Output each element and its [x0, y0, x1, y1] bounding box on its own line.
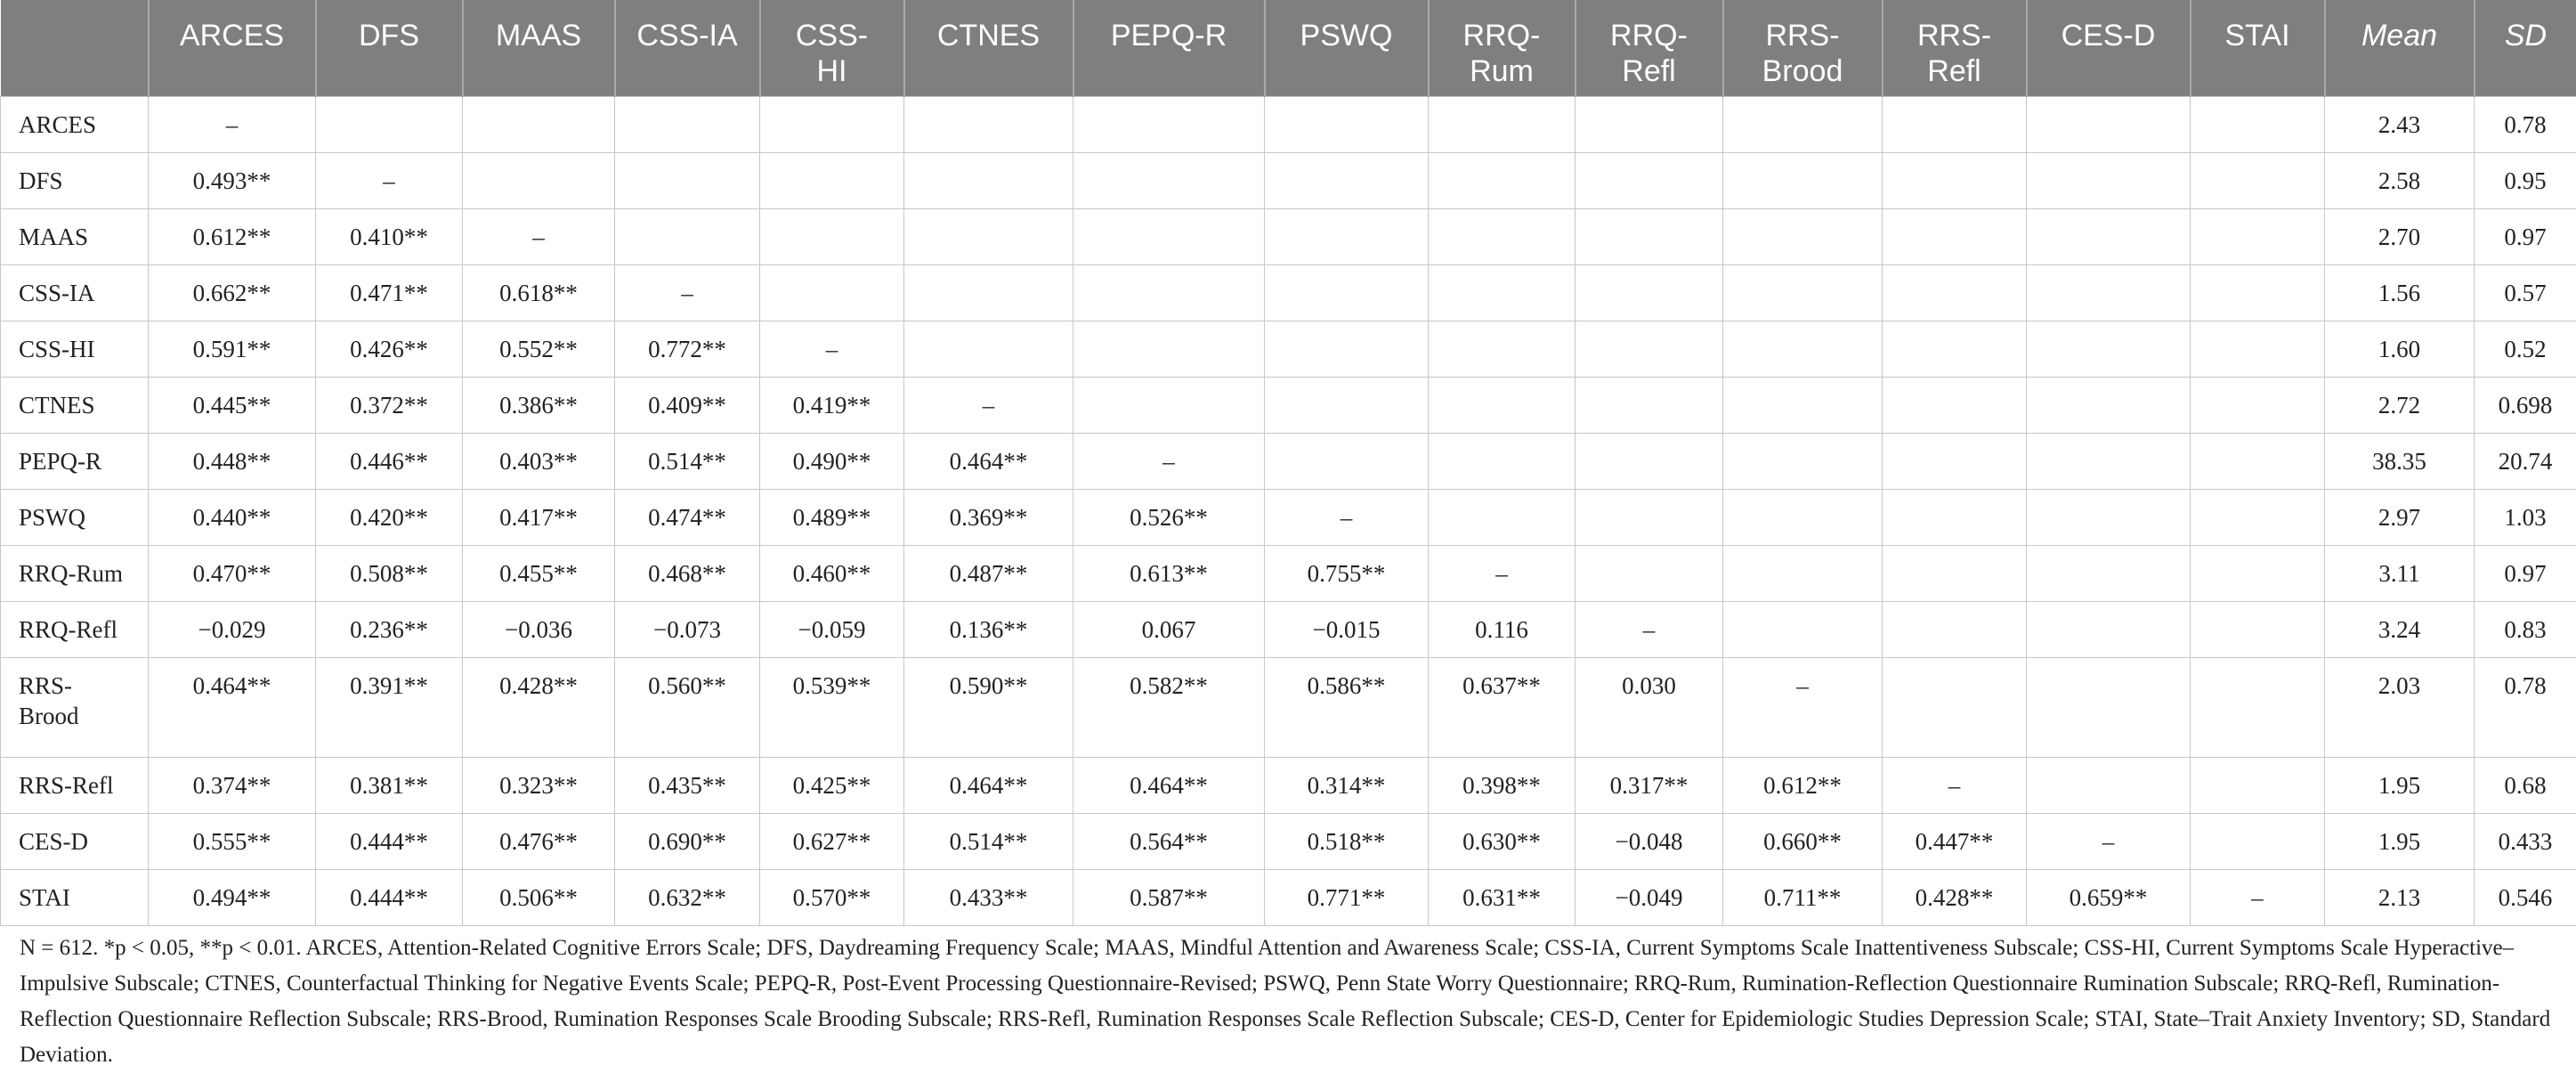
correlation-cell: −0.015 — [1265, 602, 1429, 658]
column-header-ctnes: CTNES — [904, 0, 1073, 97]
correlation-cell — [2191, 434, 2325, 490]
table-row-ctnes — [1, 378, 2576, 434]
correlation-cell — [1883, 209, 2027, 265]
correlation-cell — [1883, 97, 2027, 153]
correlation-cell: 0.612** — [1723, 758, 1883, 814]
correlation-cell: 0.067 — [1073, 602, 1265, 658]
column-header-stai: STAI — [2191, 0, 2325, 97]
table-row-maas — [1, 209, 2576, 265]
correlation-cell — [2191, 97, 2325, 153]
correlation-cell: −0.073 — [615, 602, 760, 658]
correlation-cell — [1883, 265, 2027, 321]
correlation-cell: 0.514** — [904, 814, 1073, 870]
correlation-cell: 0.420** — [316, 490, 463, 546]
row-label: MAAS — [1, 209, 149, 265]
correlation-cell: 0.493** — [149, 153, 316, 209]
correlation-cell — [1265, 97, 1429, 153]
correlation-cell — [1073, 378, 1265, 434]
correlation-cell — [1265, 378, 1429, 434]
sd-cell: 0.97 — [2475, 209, 2576, 265]
row-label: CSS-IA — [1, 265, 149, 321]
column-header-rrs-refl: RRS- Refl — [1883, 0, 2027, 97]
row-label: PEPQ-R — [1, 434, 149, 490]
correlation-cell — [2027, 602, 2191, 658]
correlation-cell — [2027, 758, 2191, 814]
correlation-cell: 0.618** — [463, 265, 615, 321]
correlation-cell — [1576, 546, 1723, 602]
sd-cell: 0.68 — [2475, 758, 2576, 814]
correlation-cell — [2027, 490, 2191, 546]
table-row-pepq-r — [1, 434, 2576, 490]
correlation-cell — [2027, 209, 2191, 265]
mean-cell: 2.03 — [2325, 658, 2475, 758]
correlation-cell — [2027, 97, 2191, 153]
correlation-cell: 0.632** — [615, 870, 760, 926]
correlation-cell: 0.555** — [149, 814, 316, 870]
correlation-cell: 0.464** — [1073, 758, 1265, 814]
correlation-cell — [2191, 321, 2325, 378]
sd-cell: 20.74 — [2475, 434, 2576, 490]
correlation-cell — [2027, 265, 2191, 321]
table-row-pswq — [1, 490, 2576, 546]
correlation-cell: 0.428** — [463, 658, 615, 758]
correlation-cell: 0.582** — [1073, 658, 1265, 758]
row-label: CSS-HI — [1, 321, 149, 378]
correlation-cell — [1429, 434, 1576, 490]
correlation-cell — [2027, 378, 2191, 434]
correlation-cell — [904, 321, 1073, 378]
mean-cell: 1.56 — [2325, 265, 2475, 321]
correlation-cell — [2027, 321, 2191, 378]
correlation-cell: 0.490** — [760, 434, 904, 490]
correlation-cell: 0.410** — [316, 209, 463, 265]
correlation-cell — [760, 153, 904, 209]
correlation-cell: 0.464** — [904, 758, 1073, 814]
correlation-cell — [760, 209, 904, 265]
correlation-cell — [2191, 209, 2325, 265]
sd-cell: 0.433 — [2475, 814, 2576, 870]
correlation-cell: 0.612** — [149, 209, 316, 265]
row-label: CES-D — [1, 814, 149, 870]
correlation-cell — [1723, 602, 1883, 658]
correlation-cell — [1429, 153, 1576, 209]
correlation-cell: 0.445** — [149, 378, 316, 434]
correlation-cell: 0.460** — [760, 546, 904, 602]
table-row-dfs — [1, 153, 2576, 209]
correlation-cell — [1073, 265, 1265, 321]
correlation-cell — [904, 97, 1073, 153]
sd-cell: 0.97 — [2475, 546, 2576, 602]
correlation-cell — [1723, 209, 1883, 265]
correlation-cell: 0.587** — [1073, 870, 1265, 926]
correlation-cell — [316, 97, 463, 153]
column-header-css-hi: CSS- HI — [760, 0, 904, 97]
sd-cell: 0.52 — [2475, 321, 2576, 378]
correlation-cell — [1429, 265, 1576, 321]
correlation-cell: – — [1576, 602, 1723, 658]
correlation-cell: 0.637** — [1429, 658, 1576, 758]
correlation-cell: −0.049 — [1576, 870, 1723, 926]
table-header — [1, 0, 2576, 97]
correlation-cell — [1073, 321, 1265, 378]
correlation-cell — [2027, 153, 2191, 209]
correlation-cell: 0.711** — [1723, 870, 1883, 926]
correlation-cell: 0.514** — [615, 434, 760, 490]
correlation-cell — [1429, 321, 1576, 378]
correlation-cell: 0.386** — [463, 378, 615, 434]
correlation-cell — [1723, 153, 1883, 209]
correlation-cell: – — [1429, 546, 1576, 602]
correlation-cell — [1073, 153, 1265, 209]
mean-cell: 1.95 — [2325, 758, 2475, 814]
correlation-cell — [615, 153, 760, 209]
mean-cell: 3.24 — [2325, 602, 2475, 658]
mean-cell: 2.97 — [2325, 490, 2475, 546]
correlation-cell — [2191, 378, 2325, 434]
correlation-cell: 0.426** — [316, 321, 463, 378]
correlation-cell — [1576, 97, 1723, 153]
correlation-cell — [1265, 265, 1429, 321]
correlation-cell: 0.440** — [149, 490, 316, 546]
correlation-cell — [1576, 153, 1723, 209]
table-row-css-hi — [1, 321, 2576, 378]
correlation-cell: 0.526** — [1073, 490, 1265, 546]
correlation-cell — [1576, 209, 1723, 265]
correlation-cell — [615, 209, 760, 265]
correlation-cell: 0.508** — [316, 546, 463, 602]
correlation-cell: 0.627** — [760, 814, 904, 870]
correlation-cell: 0.552** — [463, 321, 615, 378]
correlation-cell: 0.323** — [463, 758, 615, 814]
table-row-stai — [1, 870, 2576, 926]
correlation-cell: 0.659** — [2027, 870, 2191, 926]
sd-cell: 0.78 — [2475, 97, 2576, 153]
correlation-cell: 0.476** — [463, 814, 615, 870]
table-row-rrs-brood — [1, 658, 2576, 758]
correlation-cell: 0.570** — [760, 870, 904, 926]
correlation-cell — [2027, 434, 2191, 490]
correlation-cell: 0.136** — [904, 602, 1073, 658]
correlation-cell — [1429, 490, 1576, 546]
correlation-cell: 0.419** — [760, 378, 904, 434]
column-header-sd: SD — [2475, 0, 2576, 97]
correlation-cell — [1883, 602, 2027, 658]
correlation-cell: 0.518** — [1265, 814, 1429, 870]
correlation-cell: 0.381** — [316, 758, 463, 814]
correlation-cell — [1883, 658, 2027, 758]
table-row-css-ia — [1, 265, 2576, 321]
correlation-cell: 0.539** — [760, 658, 904, 758]
row-label: DFS — [1, 153, 149, 209]
correlation-cell: 0.464** — [149, 658, 316, 758]
correlation-cell: −0.048 — [1576, 814, 1723, 870]
row-label: RRQ-Refl — [1, 602, 149, 658]
correlation-cell — [1883, 378, 2027, 434]
correlation-cell — [1883, 490, 2027, 546]
correlation-cell: 0.474** — [615, 490, 760, 546]
correlation-cell — [2191, 265, 2325, 321]
row-label: RRS-Refl — [1, 758, 149, 814]
correlation-cell — [760, 265, 904, 321]
correlation-cell: 0.464** — [904, 434, 1073, 490]
sd-cell: 1.03 — [2475, 490, 2576, 546]
mean-cell: 3.11 — [2325, 546, 2475, 602]
correlation-cell: 0.630** — [1429, 814, 1576, 870]
correlation-cell — [904, 265, 1073, 321]
table-row-rrs-refl — [1, 758, 2576, 814]
correlation-cell — [463, 97, 615, 153]
row-label: STAI — [1, 870, 149, 926]
correlation-cell — [463, 153, 615, 209]
correlation-cell: 0.455** — [463, 546, 615, 602]
correlation-cell — [1576, 490, 1723, 546]
correlation-cell: – — [463, 209, 615, 265]
correlation-cell: – — [2191, 870, 2325, 926]
correlation-cell — [615, 97, 760, 153]
sd-cell: 0.546 — [2475, 870, 2576, 926]
correlation-cell: – — [1883, 758, 2027, 814]
mean-cell: 2.70 — [2325, 209, 2475, 265]
correlation-cell — [1073, 97, 1265, 153]
mean-cell: 1.95 — [2325, 814, 2475, 870]
correlation-cell: 0.236** — [316, 602, 463, 658]
correlation-cell: 0.448** — [149, 434, 316, 490]
mean-cell: 38.35 — [2325, 434, 2475, 490]
correlation-cell: 0.471** — [316, 265, 463, 321]
correlation-cell — [1723, 265, 1883, 321]
correlation-cell — [1265, 153, 1429, 209]
correlation-cell: – — [2027, 814, 2191, 870]
correlation-cell: 0.444** — [316, 870, 463, 926]
correlation-cell: 0.590** — [904, 658, 1073, 758]
correlation-cell: 0.116 — [1429, 602, 1576, 658]
correlation-cell: 0.391** — [316, 658, 463, 758]
column-header-row-labels — [1, 0, 149, 97]
correlation-cell — [2191, 758, 2325, 814]
correlation-cell: 0.631** — [1429, 870, 1576, 926]
correlation-cell — [904, 153, 1073, 209]
mean-cell: 2.43 — [2325, 97, 2475, 153]
sd-cell: 0.95 — [2475, 153, 2576, 209]
correlation-cell — [1723, 97, 1883, 153]
correlation-cell: 0.447** — [1883, 814, 2027, 870]
correlation-cell — [1576, 378, 1723, 434]
column-header-rrq-rum: RRQ- Rum — [1429, 0, 1576, 97]
correlation-cell: 0.468** — [615, 546, 760, 602]
correlation-cell — [1073, 209, 1265, 265]
correlation-cell — [1723, 490, 1883, 546]
correlation-cell — [2027, 658, 2191, 758]
correlation-cell: – — [904, 378, 1073, 434]
correlation-cell — [904, 209, 1073, 265]
correlation-cell — [1883, 153, 2027, 209]
correlation-cell — [1576, 434, 1723, 490]
table-row-rrq-refl — [1, 602, 2576, 658]
correlation-cell: 0.772** — [615, 321, 760, 378]
sd-cell: 0.698 — [2475, 378, 2576, 434]
correlation-cell — [1883, 434, 2027, 490]
correlation-cell — [1723, 321, 1883, 378]
correlation-cell — [1576, 321, 1723, 378]
table-row-arces — [1, 97, 2576, 153]
correlation-cell — [2191, 658, 2325, 758]
correlation-cell: 0.398** — [1429, 758, 1576, 814]
row-label: RRS- Brood — [1, 658, 149, 758]
column-header-mean: Mean — [2325, 0, 2475, 97]
correlation-cell — [1723, 378, 1883, 434]
correlation-cell: 0.690** — [615, 814, 760, 870]
correlation-cell: −0.059 — [760, 602, 904, 658]
table-footnote: N = 612. *p < 0.05, **p < 0.01. ARCES, Attention-Related Cognitive Errors Scale; DFS, Daydreaming Frequency Scale; MAAS, Mindful Attention and Awareness Scale; CSS-IA, Current Symptoms Scale Inattentiveness Subscale; CSS-HI, Current Symptoms Scale Hyperactive–Impulsive Subscale; CTNES, Counterfactual Thinking for Negative Events Scale; PEPQ-R, Post-Event Processing Questionnaire-Revised; PSWQ, Penn State Worry Questionnaire; RRQ-Rum, Rumination-Reflection Questionnaire Rumination Subscale; RRQ-Refl, Rumination-Reflection Questionnaire Reflection Subscale; RRS-Brood, Rumination Responses Scale Brooding Subscale; RRS-Refl, Rumination Responses Scale Reflection Subscale; CES-D, Center for Epidemiologic Studies Depression Scale; STAI, State–Trait Anxiety Inventory; SD, Standard Deviation. — [20, 936, 2551, 1067]
sd-cell: 0.57 — [2475, 265, 2576, 321]
sd-cell: 0.78 — [2475, 658, 2576, 758]
correlation-cell: – — [760, 321, 904, 378]
correlation-cell: −0.036 — [463, 602, 615, 658]
correlation-cell: 0.564** — [1073, 814, 1265, 870]
correlation-cell — [1265, 321, 1429, 378]
correlation-cell: 0.506** — [463, 870, 615, 926]
correlation-cell: 0.409** — [615, 378, 760, 434]
correlation-cell: 0.494** — [149, 870, 316, 926]
correlation-cell: 0.591** — [149, 321, 316, 378]
correlation-cell: −0.029 — [149, 602, 316, 658]
correlation-cell: 0.030 — [1576, 658, 1723, 758]
correlation-cell — [2191, 153, 2325, 209]
column-header-rrq-refl: RRQ- Refl — [1576, 0, 1723, 97]
correlation-cell — [1883, 321, 2027, 378]
correlation-cell: – — [1723, 658, 1883, 758]
correlation-cell: 0.403** — [463, 434, 615, 490]
correlation-cell: 0.317** — [1576, 758, 1723, 814]
header-row — [1, 0, 2576, 97]
correlation-cell: 0.372** — [316, 378, 463, 434]
column-header-rrs-brood: RRS- Brood — [1723, 0, 1883, 97]
correlation-cell — [1429, 378, 1576, 434]
correlation-cell: 0.444** — [316, 814, 463, 870]
correlation-cell: – — [1265, 490, 1429, 546]
row-label: ARCES — [1, 97, 149, 153]
correlation-cell: 0.660** — [1723, 814, 1883, 870]
correlation-cell — [2191, 490, 2325, 546]
column-header-pepq-r: PEPQ-R — [1073, 0, 1265, 97]
correlation-cell — [1576, 265, 1723, 321]
mean-cell: 2.58 — [2325, 153, 2475, 209]
correlation-cell: 0.489** — [760, 490, 904, 546]
row-label: RRQ-Rum — [1, 546, 149, 602]
correlation-cell: 0.369** — [904, 490, 1073, 546]
correlation-cell: 0.446** — [316, 434, 463, 490]
correlation-cell — [2191, 814, 2325, 870]
correlation-cell — [1723, 434, 1883, 490]
column-header-pswq: PSWQ — [1265, 0, 1429, 97]
correlation-cell: 0.771** — [1265, 870, 1429, 926]
correlation-cell: 0.662** — [149, 265, 316, 321]
correlation-cell: 0.425** — [760, 758, 904, 814]
column-header-css-ia: CSS-IA — [615, 0, 760, 97]
column-header-arces: ARCES — [149, 0, 316, 97]
sd-cell: 0.83 — [2475, 602, 2576, 658]
correlation-cell: 0.417** — [463, 490, 615, 546]
mean-cell: 2.72 — [2325, 378, 2475, 434]
correlation-cell: 0.487** — [904, 546, 1073, 602]
column-header-ces-d: CES-D — [2027, 0, 2191, 97]
correlation-cell: – — [149, 97, 316, 153]
correlation-cell: 0.374** — [149, 758, 316, 814]
correlation-cell: – — [615, 265, 760, 321]
correlation-cell: 0.560** — [615, 658, 760, 758]
table-body — [1, 97, 2576, 926]
correlation-cell: 0.433** — [904, 870, 1073, 926]
correlation-cell — [1429, 97, 1576, 153]
mean-cell: 2.13 — [2325, 870, 2475, 926]
correlation-cell: 0.428** — [1883, 870, 2027, 926]
row-label: CTNES — [1, 378, 149, 434]
correlation-cell — [1429, 209, 1576, 265]
table-row-ces-d — [1, 814, 2576, 870]
column-header-dfs: DFS — [316, 0, 463, 97]
correlation-cell: 0.470** — [149, 546, 316, 602]
correlation-cell — [2191, 602, 2325, 658]
correlation-cell: – — [316, 153, 463, 209]
correlation-cell: 0.613** — [1073, 546, 1265, 602]
column-header-maas: MAAS — [463, 0, 615, 97]
correlation-cell: 0.435** — [615, 758, 760, 814]
correlation-cell: 0.586** — [1265, 658, 1429, 758]
correlation-cell — [760, 97, 904, 153]
correlation-cell: 0.314** — [1265, 758, 1429, 814]
row-label: PSWQ — [1, 490, 149, 546]
correlation-cell — [1265, 434, 1429, 490]
correlation-cell — [2027, 546, 2191, 602]
correlation-cell: – — [1073, 434, 1265, 490]
mean-cell: 1.60 — [2325, 321, 2475, 378]
table-row-rrq-rum — [1, 546, 2576, 602]
correlation-cell: 0.755** — [1265, 546, 1429, 602]
correlation-cell — [1723, 546, 1883, 602]
correlation-cell — [1265, 209, 1429, 265]
correlation-cell — [2191, 546, 2325, 602]
correlation-cell — [1883, 546, 2027, 602]
